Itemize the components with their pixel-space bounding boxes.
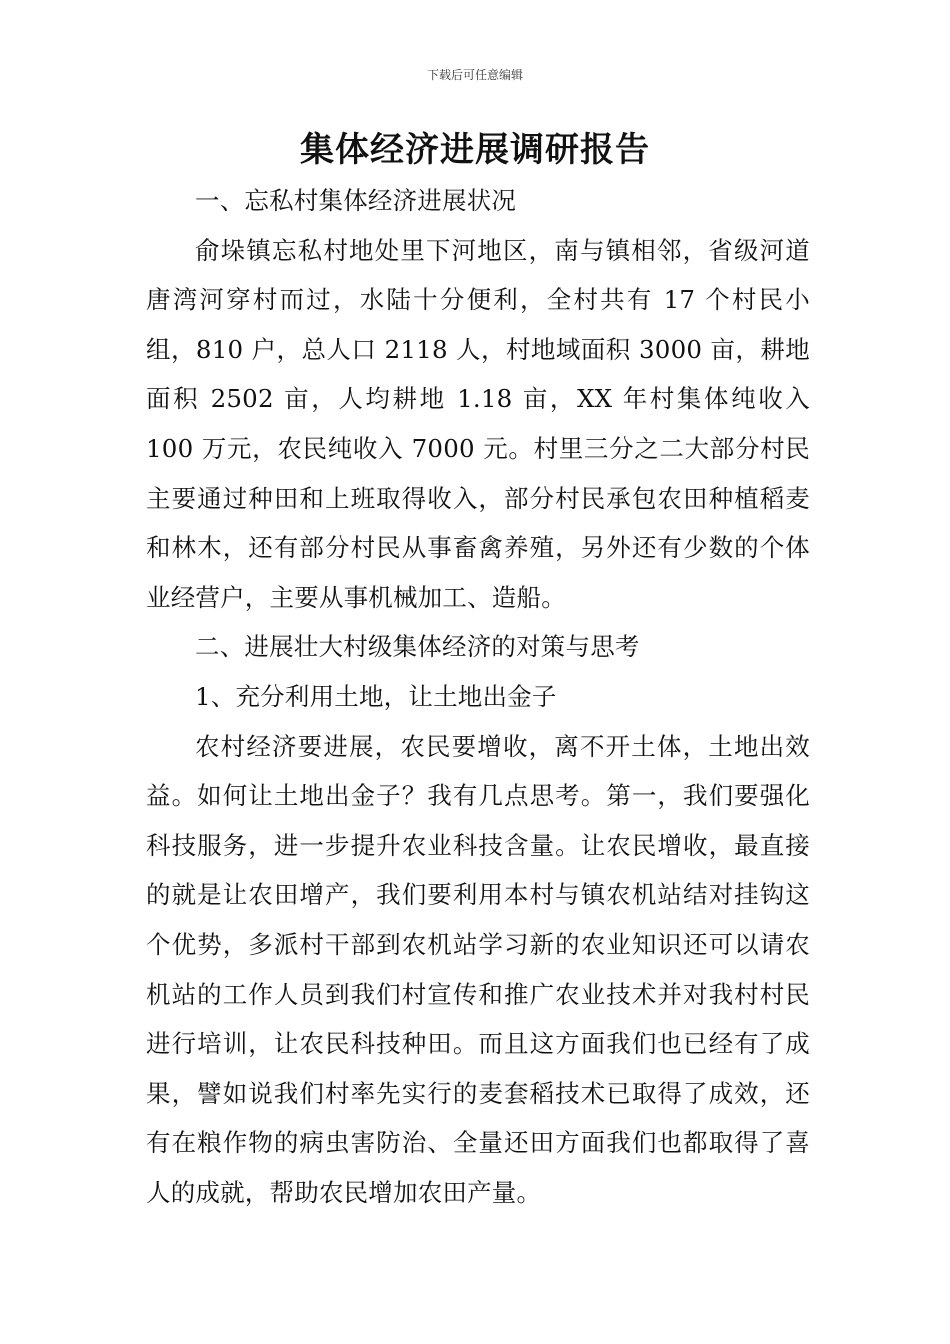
- header-note: 下载后可任意编辑: [426, 68, 523, 82]
- paragraph-village-overview: 俞垛镇忘私村地处里下河地区，南与镇相邻，省级河道唐湾河穿村而过，水陆十分便利，全村共有 17 个村民小组，810 户，总人口 2118 人，村地域面积 3000 亩，耕地面积 2502 亩，人均耕地 1.18 亩，XX 年村集体纯收入 100 万元，农民纯收入 7000 元。村里三分之二大部分村民主要通过种田和上班取得收入，部分村民承包农田种植稻麦和林木，还有部分村民从事畜禽养殖，另外还有少数的个体业经营户，主要从事机械加工、造船。: [146, 235, 810, 612]
- document-title: 集体经济进展调研报告: [300, 130, 650, 170]
- document-body: [146, 176, 810, 1217]
- section-heading-2: 二、进展壮大村级集体经济的对策与思考: [195, 632, 640, 662]
- section-heading-1: 一、忘私村集体经济进展状况: [195, 186, 517, 215]
- paragraph-land-use: 农村经济要进展，农民要增收，离不开土体，土地出效益。如何让土地出金子？我有几点思考。第一，我们要强化科技服务，进一步提升农业科技含量。让农民增收，最直接的就是让农田增产，我们要利用本村与镇农机站结对挂钩这个优势，多派村干部到农机站学习新的农业知识还可以请农机站的工作人员到我们村宣传和推广农业技术并对我村村民进行培训，让农民科技种田。而且这方面我们也已经有了成果，譬如说我们村率先实行的麦套稻技术已取得了成效，还有在粮作物的病虫害防治、全量还田方面我们也都取得了喜人的成就，帮助农民增加农田产量。: [146, 731, 810, 1207]
- subsection-heading-1: 1、充分利用土地，让土地出金子: [195, 681, 557, 711]
